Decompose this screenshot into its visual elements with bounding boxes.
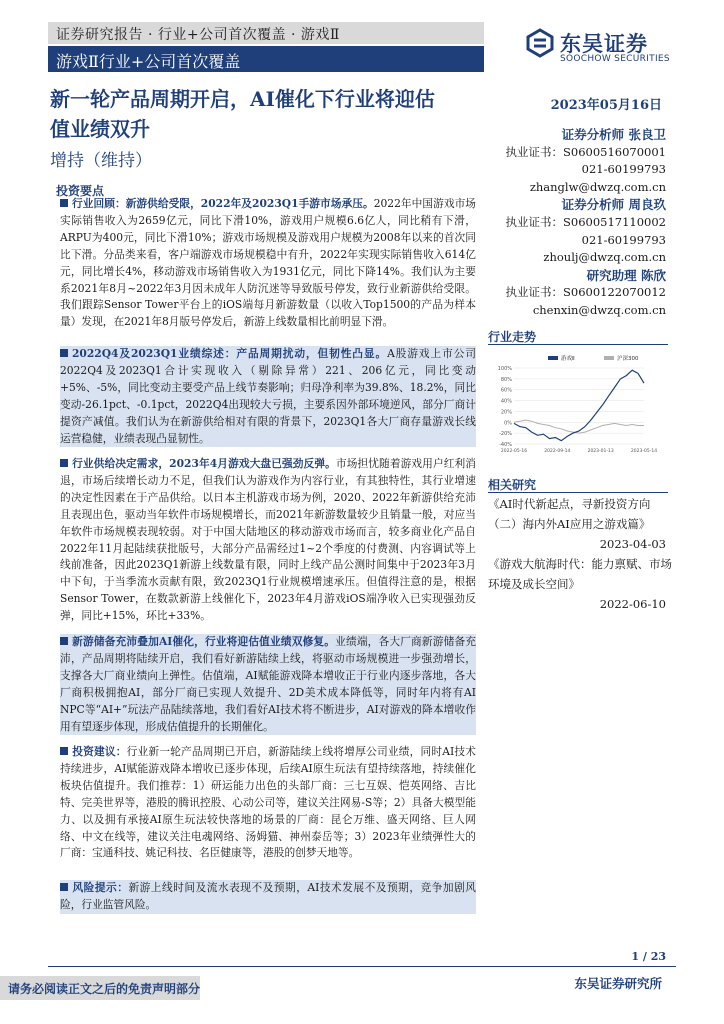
bullet-icon (60, 199, 68, 207)
report-title-line: 新一轮产品周期开启，AI催化下行业将迎估 (50, 87, 435, 111)
analyst-email[interactable]: zhoulj@dwzq.com.cn (543, 250, 666, 265)
bullet-icon (60, 883, 68, 891)
section-title: 投资要点 (56, 184, 105, 198)
paragraph-lead: 投资建议： (72, 745, 127, 758)
legend-label: 游戏Ⅱ (561, 356, 575, 362)
coverage-label: 游戏Ⅱ行业+公司首次覆盖 (56, 52, 241, 71)
paragraph-lead: 新游储备充沛叠加AI催化，行业将迎估值业绩双修复。 (72, 635, 336, 648)
analyst-panel (500, 126, 666, 320)
related-date: 2023-04-03 (599, 537, 666, 551)
related-divider (488, 492, 668, 493)
legend-label: 沪深300 (617, 356, 639, 362)
bullet-icon (60, 747, 68, 755)
trend-divider (488, 344, 668, 345)
analyst-role: 研究助理 陈欣 (586, 267, 666, 283)
report-title-line: 值业绩双升 (50, 117, 150, 141)
paragraph-earnings-review (60, 346, 476, 447)
sub-banner (48, 46, 484, 72)
logo-text-en: SOOCHOW SECURITIES (560, 54, 670, 64)
institute-name: 东吴证券研究所 (574, 976, 662, 991)
rating-label: 增持（维持） (50, 151, 152, 171)
x-tick-label: 2022-05-16 (500, 449, 528, 454)
x-tick-label: 2022-09-14 (544, 449, 571, 454)
disclaimer-text: 请务必阅读正文之后的免责声明部分 (8, 982, 201, 996)
y-tick-label: 20% (500, 409, 512, 416)
y-tick-label: 100% (497, 366, 512, 372)
footer-divider (48, 966, 676, 967)
paragraph-ai-catalyst (60, 634, 476, 735)
bullet-icon (60, 637, 68, 645)
paragraph-body: 行业新一轮产品周期已开启，新游陆续上线将增厚公司业绩，同时AI技术持续进步，AI赋能游戏降本增收已逐步体现，后续AI原生玩法有望持续落地，持续催化板块估值提升。我们推荐：1）研运能力出色的头部厂商：三七互娱、恺英网络、吉比特、完美世界等，港股的腾讯控股、心动公司等，建议关注网易-S等；2）具备大模型能力、以及拥有承接AI原生玩法较快落地的场景的厂商：昆仑万维、盛天网络、巨人网络、中文在线等，建议关注电魂网络、汤姆猫、神州泰岳等；3）2023年业绩弹性大的厂商：宝通科技、姚记科技、名臣健康等，港股的创梦天地等。 (60, 745, 476, 860)
trend-title: 行业走势 (488, 330, 537, 344)
top-banner (48, 22, 484, 44)
analyst-cert: 执业证书：S0600517110002 (505, 214, 666, 229)
related-list (488, 494, 674, 614)
y-tick-label: 80% (500, 376, 512, 383)
related-title: 相关研究 (488, 478, 537, 492)
analyst-phone: 021-60199793 (581, 232, 666, 247)
y-tick-label: -40% (499, 442, 512, 448)
disclaimer-banner (0, 976, 200, 1000)
x-tick-label: 2023-01-13 (587, 449, 614, 454)
bullet-icon (60, 349, 68, 357)
trend-chart (488, 350, 684, 460)
y-tick-label: 60% (500, 387, 512, 394)
logo-mark-icon (526, 28, 554, 58)
y-tick-label: 0% (504, 420, 512, 427)
paragraph-supply-demand (60, 456, 476, 625)
paragraph-body: A股游戏上市公司2022Q4及2023Q1合计实现收入（剔除异常）221、206亿元，同比变动+5%、-5%，同比变动主要受产品上线节奏影响；归母净利率为39.8%、18.2%，同比变动-26.1pct、-0.1pct，2022Q4出现较大亏损，主要系因外部环境逆风，部分厂商计提资产减值。我们认为在新游供给相对有限的背景下，2023Q1各大厂商存量游戏长线运营稳健，业绩表现凸显韧性。 (60, 347, 476, 445)
paragraph-lead: 行业供给决定需求，2023年4月游戏大盘已强劲反弹。 (72, 457, 336, 470)
paragraph-investment-advice (60, 744, 476, 862)
y-tick-label: 40% (500, 398, 512, 405)
paragraph-body: 市场担忧随着游戏用户红利消退，市场后续增长动力不足，但我们认为游戏作为内容行业，有其独特性，其行业增速的决定性因素在于产品供给。以日本主机游戏市场为例，2020、2022年新游供给充沛且表现出色，驱动当年软件市场规模增长，而2021年新游数量较少且销量一般，对应当年软件市场规模表现较弱。对于中国大陆地区的移动游戏市场而言，较多商业化产品自2022年11月起陆续获批版号，大部分产品需经过1~2个季度的付费测、内容调试等上线前准备，因此2023Q1新游上线数量有限，同时上线产品公测时间集中于2023年3月中下旬，于当季流水贡献有限，致2023Q1行业规模增速承压。但值得注意的是，根据Sensor Tower，在数款新游上线催化下，2023年4月游戏iOS端净收入已实现强劲反弹，同比+15%，环比+33%。 (60, 457, 476, 623)
page-number: 1 / 23 (631, 950, 666, 963)
report-type-label: 证券研究报告 · 行业+公司首次覆盖 · 游戏Ⅱ (56, 27, 340, 43)
company-logo (526, 28, 706, 68)
x-tick-label: 2023-05-14 (630, 449, 658, 454)
paragraph-body: 业绩端，各大厂商新游储备充沛，产品周期将陆续开启，我们看好新游陆续上线，将驱动市场规模进一步强劲增长，支撑各大厂商业绩向上弹性。估值端，AI赋能游戏降本增收正于行业内逐步落地，各大厂商积极拥抱AI，部分厂商已实现人效提升、2D美术成本降低等，同时年内将有AI NPC等“AI+”玩法产品陆续落地，我们看好AI技术将不断进步，AI对游戏的降本增收作用有望逐步体现，形成估值提升的长期催化。 (60, 635, 476, 733)
paragraph-lead: 2022Q4及2023Q1业绩综述：产品周期扰动，但韧性凸显。 (72, 347, 388, 360)
paragraph-risk (60, 880, 476, 914)
related-item[interactable]: 《AI时代新起点，寻新投资方向（二）海内外AI应用之游戏篇》 (488, 497, 651, 531)
paragraph-lead: 行业回顾：新游供给受限，2022年及2023Q1手游市场承压。 (72, 197, 374, 210)
report-title (50, 84, 490, 144)
analyst-phone: 021-60199793 (581, 162, 666, 177)
analyst-cert: 执业证书：S0600122070012 (505, 285, 666, 300)
legend-swatch (548, 356, 558, 360)
paragraph-lead: 风险提示： (72, 881, 129, 894)
y-tick-label: -20% (499, 431, 512, 438)
paragraph-body: 2022年中国游戏市场实际销售收入为2659亿元，同比下滑10%，游戏用户规模6.6亿人，同比稍有下滑，ARPU为400元，同比下滑10%；游戏市场规模及游戏用户规模为2008年以来的首次同比下滑。分品类来看，客户端游戏市场规模稳中有升，2022年实现实际销售收入614亿元，同比增长4%，移动游戏市场销售收入为1931亿元，同比下降14%。我们认为主要系2021年8月~2022年3月因未成年人防沉迷等导致版号停发，致行业新游供给受限。我们跟踪Sensor Tower平台上的iOS端每月新游数量（以收入Top1500的产品为样本量）发现，在2021年8月版号停发后，新游上线数量相比前明显下滑。 (60, 197, 476, 329)
logo-text-cn: 东吴证券 (560, 32, 648, 56)
bullet-icon (60, 459, 68, 467)
report-date: 2023年05月16日 (550, 98, 662, 113)
analyst-cert: 执业证书：S0600516070001 (505, 144, 666, 159)
series-line (514, 370, 644, 441)
related-date: 2022-06-10 (599, 597, 666, 611)
analyst-role: 证券分析师 张良卫 (561, 127, 666, 142)
analyst-email[interactable]: zhanglw@dwzq.com.cn (529, 179, 666, 194)
paragraph-industry-review (60, 196, 476, 331)
related-item[interactable]: 《游戏大航海时代：能力禀赋、市场环境及成长空间》 (488, 557, 672, 591)
analyst-email[interactable]: chenxin@dwzq.com.cn (532, 302, 666, 317)
paragraph-body: 新游上线时间及流水表现不及预期，AI技术发展不及预期，竞争加剧风险，行业监管风险。 (60, 881, 476, 911)
analyst-role: 证券分析师 周良玖 (561, 197, 666, 213)
legend-swatch (604, 356, 614, 360)
